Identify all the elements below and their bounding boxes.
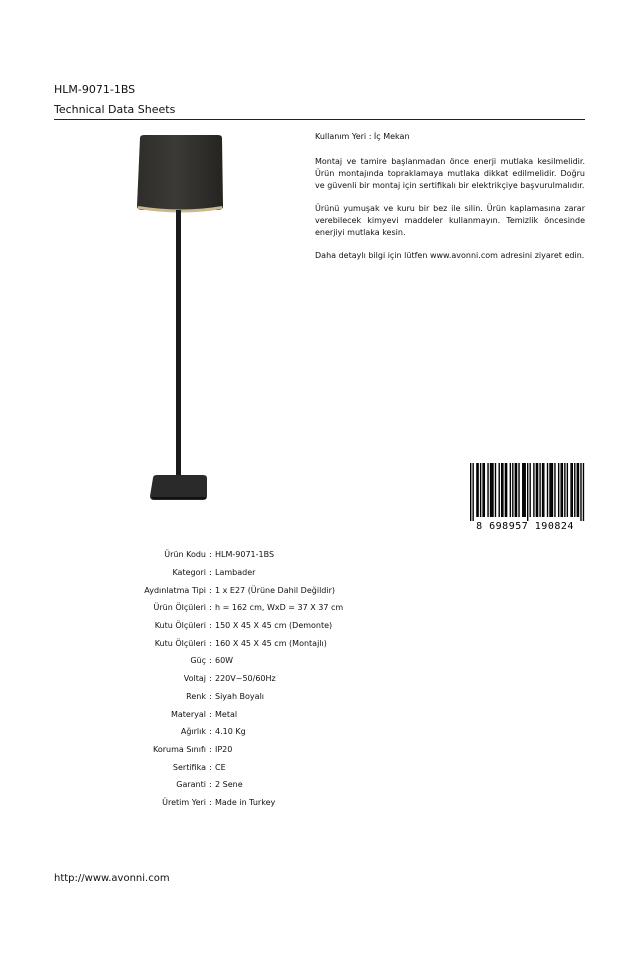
footer-url: http://www.avonni.com — [54, 873, 170, 884]
spec-value: Metal — [215, 709, 238, 719]
usage-location: Kullanım Yeri : İç Mekan — [315, 132, 410, 141]
barcode-bar — [527, 463, 528, 521]
spec-value: Made in Turkey — [215, 797, 276, 807]
spec-label: Ürün Kodu — [164, 550, 206, 560]
spec-value: 1 x E27 (Ürüne Dahil Değildir) — [215, 585, 335, 595]
barcode-bar — [567, 463, 568, 517]
info-panel — [315, 131, 585, 273]
barcode-bar — [495, 463, 496, 517]
spec-row — [0, 776, 640, 794]
spec-label: Kategori — [172, 568, 206, 578]
barcode-bar — [554, 463, 555, 517]
cleaning-notice: Ürünü yumuşak ve kuru bir bez ile silin. Ürün kaplamasına zarar verebilecek kimyevi maddeler kullanmayın. Temizlik öncesinde enerjiyi mutlaka kesin. — [315, 204, 585, 237]
barcode-bar — [510, 463, 511, 517]
barcode-bar — [558, 463, 559, 517]
spec-separator: : — [209, 762, 212, 772]
spec-value: 150 X 45 X 45 cm (Demonte) — [215, 621, 333, 631]
spec-separator: : — [209, 797, 212, 807]
spec-label: Kutu Ölçüleri — [154, 621, 206, 631]
spec-row — [0, 794, 640, 812]
barcode-bar — [501, 463, 502, 517]
spec-separator: : — [209, 744, 212, 754]
document-subtitle: Technical Data Sheets — [54, 103, 176, 116]
installation-notice: Montaj ve tamire başlanmadan önce enerji mutlaka kesilmelidir. Ürün montajında topraklamaya mutlaka dikkat edilmelidir. Doğru ve güvenli bir montaj için sertifikalı bir elektrikçiye başvurulmalıdır. — [315, 157, 585, 190]
barcode-bar — [480, 463, 481, 517]
barcode-bar — [543, 463, 544, 517]
spec-separator: : — [209, 780, 212, 790]
barcode-bar — [515, 463, 516, 517]
barcode-bar — [562, 463, 563, 517]
barcode-bar — [518, 463, 519, 517]
spec-row — [0, 599, 640, 617]
barcode-bar — [506, 463, 507, 517]
spec-separator: : — [209, 638, 212, 648]
barcode-bar — [549, 463, 550, 517]
spec-separator: : — [209, 550, 212, 560]
barcode-bar — [564, 463, 565, 517]
header-divider — [54, 119, 585, 120]
barcode-bar — [476, 463, 477, 517]
spec-row — [0, 670, 640, 688]
barcode-bar — [570, 463, 571, 517]
barcode-bar — [502, 463, 503, 517]
barcode-bar — [512, 463, 513, 517]
barcode-bar — [577, 463, 578, 517]
spec-label: Renk — [186, 691, 206, 701]
spec-value: 220V~50/60Hz — [215, 674, 276, 684]
barcode-bar — [580, 463, 581, 521]
spec-table — [0, 546, 640, 811]
spec-row — [0, 617, 640, 635]
barcode-bar — [533, 463, 534, 517]
barcode-bar — [499, 463, 500, 517]
barcode-bar — [470, 463, 471, 521]
spec-label: Üretim Yeri — [162, 797, 206, 807]
spec-label: Voltaj — [183, 674, 206, 684]
spec-separator: : — [209, 568, 212, 578]
barcode-bar — [542, 463, 543, 517]
barcode-bar — [482, 463, 483, 517]
spec-separator: : — [209, 709, 212, 719]
barcode-bar — [484, 463, 485, 517]
spec-row — [0, 634, 640, 652]
spec-row — [0, 741, 640, 759]
spec-separator: : — [209, 691, 212, 701]
barcode-bar — [551, 463, 552, 517]
barcode-bar — [487, 463, 488, 517]
barcode-bar — [537, 463, 538, 517]
spec-row — [0, 705, 640, 723]
product-code-title: HLM-9071-1BS — [54, 83, 136, 96]
spec-row — [0, 581, 640, 599]
barcode-bar — [505, 463, 506, 517]
barcode-bar — [539, 463, 540, 517]
spec-value: CE — [215, 762, 226, 772]
spec-separator: : — [209, 674, 212, 684]
barcode-bar — [574, 463, 575, 517]
spec-separator: : — [209, 603, 212, 613]
barcode-bar — [491, 463, 492, 517]
spec-label: Garanti — [176, 780, 206, 790]
spec-row — [0, 546, 640, 564]
barcode-bar — [572, 463, 573, 517]
spec-separator: : — [209, 656, 212, 666]
barcode-bar — [525, 463, 526, 517]
more-info-text: Daha detaylı bilgi için lütfen www.avonni.com adresini ziyaret edin. — [315, 251, 585, 260]
barcode-bars — [470, 463, 584, 521]
spec-label: Kutu Ölçüleri — [154, 638, 206, 648]
spec-label: Koruma Sınıfı — [153, 744, 206, 754]
spec-value: 160 X 45 X 45 cm (Montajlı) — [215, 638, 327, 648]
spec-value: h = 162 cm, WxD = 37 X 37 cm — [215, 603, 344, 613]
spec-label: Ağırlık — [180, 727, 206, 737]
spec-label: Aydınlatma Tipi — [144, 585, 206, 595]
spec-label: Ürün Ölçüleri — [153, 603, 206, 613]
spec-row — [0, 564, 640, 582]
spec-label: Güç — [190, 656, 206, 666]
barcode-bar — [547, 463, 548, 517]
spec-value: 4.10 Kg — [215, 727, 246, 737]
barcode-bar — [583, 463, 584, 521]
spec-label: Sertifika — [172, 762, 206, 772]
barcode-bar — [536, 463, 537, 517]
floor-lamp-image — [134, 132, 230, 504]
barcode-digits: 8 698957 190824 — [476, 521, 574, 532]
spec-separator: : — [209, 621, 212, 631]
spec-value: IP20 — [215, 744, 233, 754]
spec-row — [0, 723, 640, 741]
barcode-bar — [552, 463, 553, 517]
spec-label: Materyal — [170, 709, 206, 719]
barcode-bar — [560, 463, 561, 517]
spec-separator: : — [209, 585, 212, 595]
barcode-bar — [492, 463, 493, 517]
barcode-bar — [490, 463, 491, 517]
spec-value: Siyah Boyalı — [215, 691, 265, 701]
spec-value: 2 Sene — [215, 780, 243, 790]
spec-row — [0, 758, 640, 776]
barcode-bar — [578, 463, 579, 517]
spec-value: 60W — [215, 656, 234, 666]
spec-value: HLM-9071-1BS — [215, 550, 275, 560]
spec-row — [0, 652, 640, 670]
barcode-bar — [472, 463, 473, 521]
barcode-bar — [523, 463, 524, 517]
barcode-bar — [516, 463, 517, 517]
barcode — [464, 461, 586, 533]
barcode-bar — [477, 463, 478, 517]
spec-row — [0, 688, 640, 706]
barcode-bar — [522, 463, 523, 517]
spec-value: Lambader — [215, 568, 256, 578]
barcode-bar — [529, 463, 530, 517]
spec-separator: : — [209, 727, 212, 737]
